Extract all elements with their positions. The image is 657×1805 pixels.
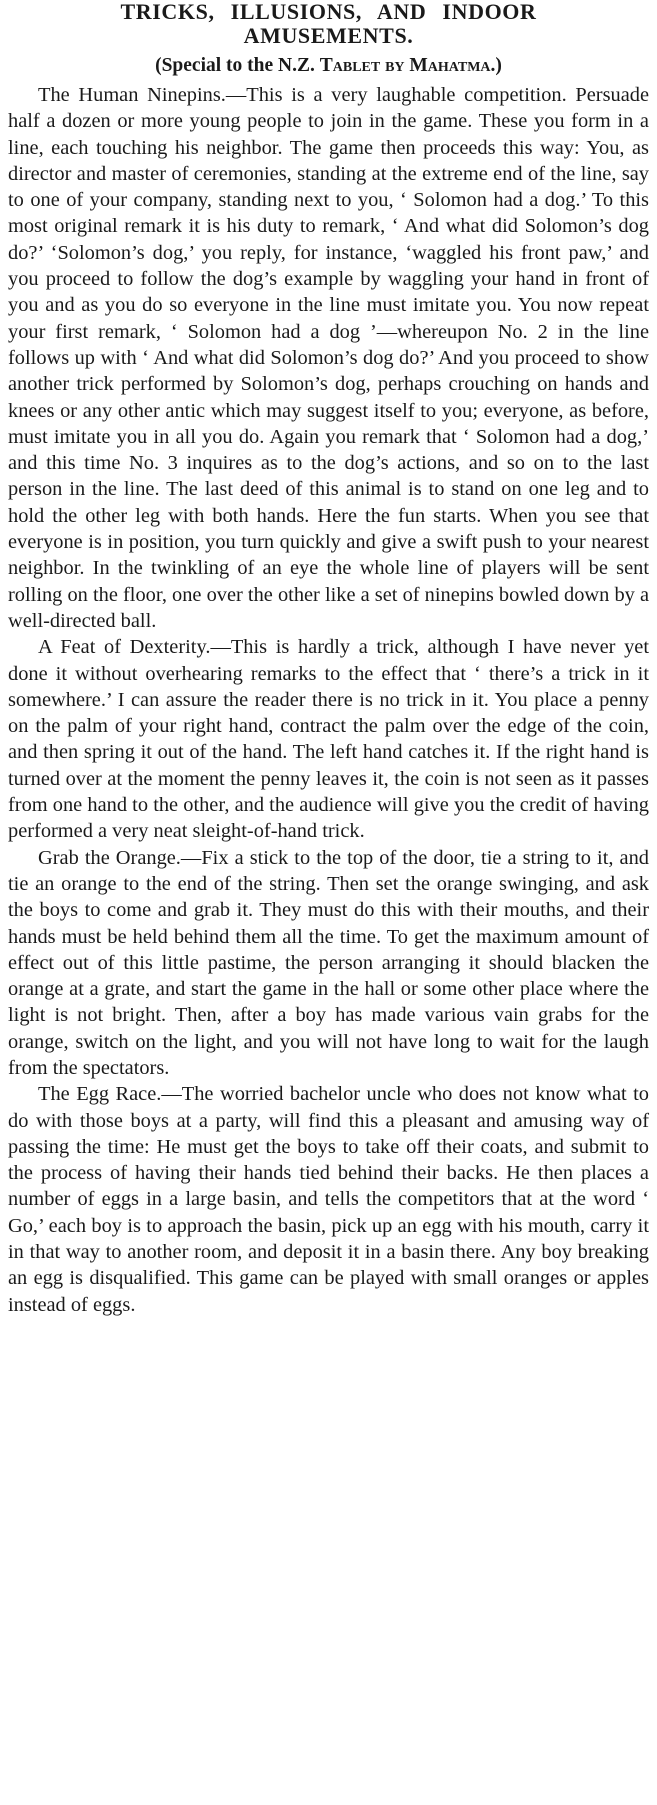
paragraph-body: —This is a very laughable competition. Persuade half a dozen or more young people to join in the game. These you form in a line, each touching his neighbor. The game then proceeds this way: You, as director and master of ceremonies, standing at the extreme end of the line, say to one of your company, standing next to you, ‘ Solomon had a dog.’ To this most original remark it is his duty to remark, ‘ And what did Solomon’s dog do?’ ‘Solomon’s dog,’ you reply, for instance, ‘waggled his front paw,’ and you proceed to follow the dog’s example by waggling your hand in front of you and as you do so everyone in the line must imitate you. You now repeat your first remark, ‘ Solomon had a dog ’—whereupon No. 2 in the line follows up with ‘ And what did Solomon’s dog do?’ And you proceed to show another trick performed by Solomon’s dog, perhaps crouching on hands and knees or any other antic which may suggest itself to you; everyone, as before, must imitate you in all you do. Again you remark that ‘ Solomon had a dog,’ and this time No. 3 inquires as to the dog’s actions, and so on to the last person in the line. The last deed of this animal is to stand on one leg and to hold the other leg with both hands. Here the fun starts. When you see that everyone is in position, you turn quickly and give a swift push to your nearest neighbor. In the twinkling of an eye the whole line of players will be sent rolling on the floor, one over the other like a set of ninepins bowled down by a well-directed ball. [8,84,649,632]
paragraph-body: —Fix a stick to the top of the door, tie a string to it, and tie an orange to the end of the string. Then set the orange swinging, and ask the boys to come and grab it. They must do this with their mouths, and their hands must be held behind them all the time. To get the maximum amount of effect out of this little pastime, the person arranging it should blacken the orange at a grate, and start the game in the hall or some other place where the light is not bright. Then, after a boy has made various vain grabs for the orange, switch on the light, and you will not have long to wait for the laugh from the spectators. [8,846,649,1079]
paragraph-human-ninepins [8,82,649,634]
paragraph-feat-of-dexterity [8,634,649,844]
article-byline [8,54,649,78]
paragraph-heading: The Egg Race. [38,1083,162,1106]
paragraph-heading: The Human Ninepins. [38,84,226,106]
headline-line-2: AMUSEMENTS. [243,23,414,48]
byline-prefix: (Special to the N.Z. [155,55,315,76]
headline-line-1: TRICKS, ILLUSIONS, AND INDOOR [120,0,537,24]
paragraph-body: —This is hardly a trick, although I have never yet done it without overhearing remarks to the effect that ‘ there’s a trick in it somewhere.’ I can assure the reader there is no trick in it. You place a penny on the palm of your right hand, contract the palm over the edge of the coin, and then spring it out of the hand. The left hand catches it. If the right hand is turned over at the moment the penny leaves it, the coin is not seen as it passes from one hand to the other, and the audience will give you the credit of having performed a very neat sleight-of-hand trick. [8,636,649,843]
article-headline [8,0,649,48]
paragraph-heading: Grab the Orange. [38,846,181,869]
paragraph-heading: A Feat of Dexterity. [38,636,211,659]
byline-publication: Tablet by Mahatma.) [319,55,502,76]
paragraph-grab-the-orange [8,845,649,1082]
paragraph-body: —The worried bachelor uncle who does not know what to do with those boys at a party, will find this a pleasant and amusing way of passing the time: He must get the boys to take off their coats, and submit to the process of having their hands tied behind their backs. He then places a number of eggs in a large basin, and tells the competitors that at the word ‘ Go,’ each boy is to approach the basin, pick up an egg with his mouth, carry it in that way to another room, and deposit it in a basin there. Any boy breaking an egg is disqualified. This game can be played with small oranges or apples instead of eggs. [8,1083,650,1316]
paragraph-egg-race [8,1081,649,1318]
